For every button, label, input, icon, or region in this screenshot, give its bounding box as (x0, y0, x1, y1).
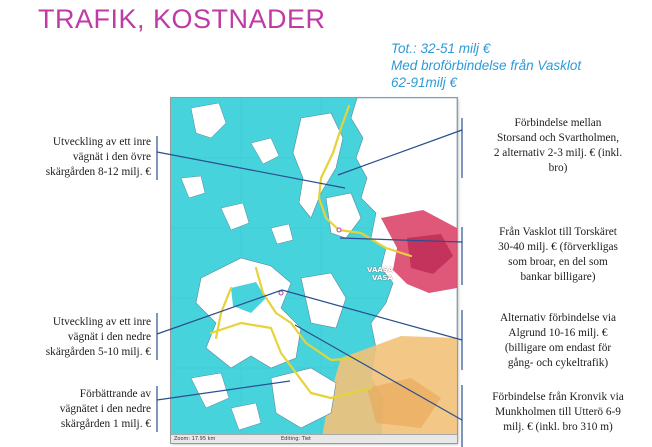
map-zoom-readout: Zoom: 17.95 km (174, 436, 216, 442)
callout-line: Munkholmen till Utterö 6-9 (495, 406, 621, 418)
callout-kronvik-uttero (470, 390, 646, 435)
bridge-option-line: Med broförbindelse från Vasklot (391, 58, 582, 73)
callout-line: skärgården 1 milj. € (60, 418, 151, 430)
slide-title: TRAFIK, KOSTNADER (38, 4, 326, 34)
callout-line: 30-40 milj. € (förverkligas (498, 241, 618, 253)
callout-storsand-svartholmen (470, 116, 646, 176)
callout-line: Algrund 10-16 milj. € (508, 327, 608, 339)
map-status-bar (171, 434, 457, 443)
map-graphic (171, 98, 457, 443)
callout-line: skärgården 5-10 milj. € (45, 346, 151, 358)
bridge-option-cost: 62-91milj € (391, 75, 458, 90)
callout-line: skärgården 8-12 milj. € (45, 166, 151, 178)
callout-line: gång- och cykeltrafik) (507, 357, 609, 369)
callout-line: Alternativ förbindelse via (499, 312, 617, 324)
callout-line: Utveckling av ett inre (52, 136, 151, 148)
callout-line: Förbindelse från Kronvik via (492, 391, 624, 403)
callout-line: Från Vasklot till Torskäret (499, 226, 617, 238)
callout-line: (billigare om endast för (504, 342, 612, 354)
callout-algrund (470, 311, 646, 371)
callout-line: Storsand och Svartholmen, (496, 132, 620, 144)
total-cost-line: Tot.: 32-51 milj € (391, 41, 491, 56)
callout-line: vägnät i den övre (72, 151, 151, 163)
callout-line: vägnätet i den nedre (59, 403, 151, 415)
callout-line: bankar billigare) (520, 271, 596, 283)
callout-lower-road-improvement (6, 387, 151, 432)
place-label-vasa: VASA (372, 274, 393, 282)
callout-line: Utveckling av ett inre (52, 316, 151, 328)
total-cost-summary (391, 40, 641, 91)
callout-line: 2 alternativ 2-3 milj. € (inkl. (493, 147, 623, 159)
callout-line: milj. € (inkl. bro 310 m) (503, 421, 613, 433)
callout-line: bro) (548, 162, 568, 174)
map-editing-readout: Editing: Tiet (281, 436, 312, 442)
archipelago-map (171, 98, 457, 443)
callout-line: som broar, en del som (508, 256, 608, 268)
callout-line: vägnät i den nedre (67, 331, 151, 343)
place-label-vaasa: VAASA (367, 266, 394, 274)
callout-lower-archipelago (6, 315, 151, 360)
callout-line: Förbättrande av (79, 388, 151, 400)
callout-vasklot-torskaret (470, 225, 646, 285)
callout-line: Förbindelse mellan (514, 117, 602, 129)
callout-upper-archipelago (6, 135, 151, 180)
